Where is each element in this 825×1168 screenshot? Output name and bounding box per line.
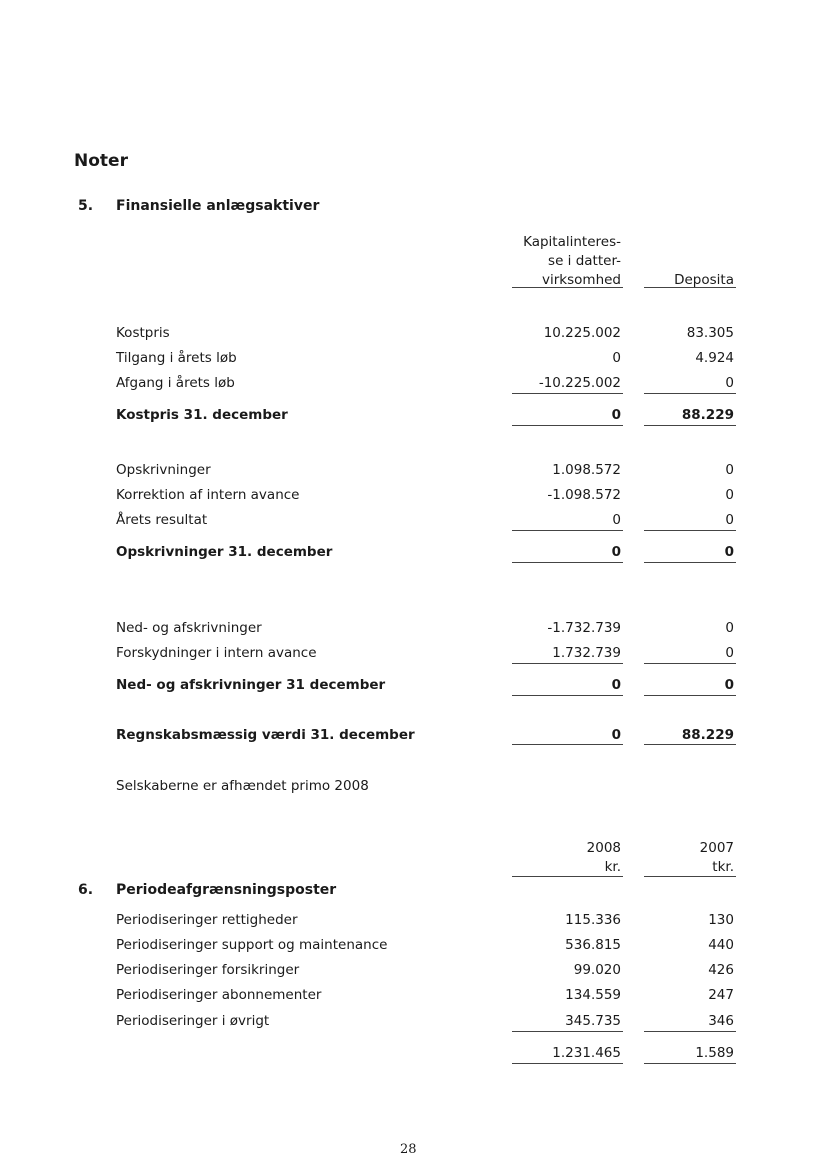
note6-title: Periodeafgrænsningsposter: [116, 882, 337, 898]
row-value-col1: 115.336: [565, 912, 621, 928]
row-label: Periodiseringer forsikringer: [116, 962, 300, 978]
total-value-col1: 1.231.465: [552, 1045, 621, 1061]
row-value-col1: 0: [611, 544, 621, 560]
col1-header-line: virksomhed: [542, 272, 621, 288]
row-value-col2: 346: [708, 1013, 734, 1029]
subtotal-rule: [644, 393, 736, 394]
row-label: Periodiseringer rettigheder: [116, 912, 298, 928]
row-label-total: Opskrivninger 31. december: [116, 544, 333, 560]
row-value-col2: 4.924: [695, 350, 734, 366]
note5-footnote: Selskaberne er afhændet primo 2008: [116, 778, 369, 794]
row-value-col1: 0: [611, 727, 621, 743]
row-label: Tilgang i årets løb: [116, 350, 237, 366]
note5-col2-header: Deposita: [674, 272, 734, 288]
total-rule: [512, 425, 623, 426]
subtotal-rule: [512, 1031, 623, 1032]
row-value-col1: 134.559: [565, 987, 621, 1003]
page-title: Noter: [74, 151, 128, 171]
col2-header-line: 2007: [699, 840, 734, 856]
row-value-col1: 10.225.002: [543, 325, 621, 341]
subtotal-rule: [644, 530, 736, 531]
row-value-col2: 0: [725, 512, 734, 528]
row-value-col1: 1.098.572: [552, 462, 621, 478]
row-label: Årets resultat: [116, 512, 208, 528]
subtotal-rule: [644, 1031, 736, 1032]
row-value-col1: 345.735: [565, 1013, 621, 1029]
row-value-col2: 88.229: [681, 407, 734, 423]
col1-header-line: 2008: [586, 840, 621, 856]
row-value-col1: -1.732.739: [547, 620, 621, 636]
row-value-col2: 0: [725, 462, 734, 478]
row-value-col2: 130: [708, 912, 734, 928]
total-rule: [512, 695, 623, 696]
row-label: Periodiseringer i øvrigt: [116, 1013, 270, 1029]
row-label: Ned- og afskrivninger: [116, 620, 262, 636]
row-label-total: Regnskabsmæssig værdi 31. december: [116, 727, 415, 743]
row-label: Korrektion af intern avance: [116, 487, 300, 503]
note6-col1-header: [500, 839, 621, 877]
total-rule: [644, 695, 736, 696]
row-value-col1: 99.020: [573, 962, 621, 978]
total-rule: [644, 562, 736, 563]
row-value-col1: 0: [611, 677, 621, 693]
row-value-col1: -10.225.002: [538, 375, 621, 391]
row-label: Afgang i årets løb: [116, 375, 235, 391]
subtotal-rule: [512, 663, 623, 664]
row-value-col1: -1.098.572: [547, 487, 621, 503]
note6-number: 6.: [78, 882, 94, 898]
note5-col1-header: [500, 233, 621, 290]
row-label: Forskydninger i intern avance: [116, 645, 317, 661]
row-label-total: Ned- og afskrivninger 31 december: [116, 677, 386, 693]
total-rule: [512, 562, 623, 563]
col1-header-line: kr.: [604, 859, 621, 875]
row-value-col2: 426: [708, 962, 734, 978]
row-value-col2: 0: [725, 487, 734, 503]
note5-title: Finansielle anlægsaktiver: [116, 198, 320, 214]
page-number: 28: [400, 1142, 417, 1157]
row-value-col1: 1.732.739: [552, 645, 621, 661]
total-value-col2: 1.589: [695, 1045, 734, 1061]
col1-header-line: Kapitalinteres-: [523, 234, 621, 250]
header-rule: [644, 876, 736, 877]
row-label: Periodiseringer support og maintenance: [116, 937, 388, 953]
row-value-col1: 0: [612, 512, 621, 528]
row-label: Periodiseringer abonnementer: [116, 987, 322, 1003]
row-value-col2: 88.229: [681, 727, 734, 743]
note5-number: 5.: [78, 198, 94, 214]
header-rule: [644, 287, 736, 288]
total-rule: [644, 425, 736, 426]
total-rule: [644, 744, 736, 745]
row-label-total: Kostpris 31. december: [116, 407, 288, 423]
row-value-col1: 536.815: [565, 937, 621, 953]
row-value-col2: 0: [725, 620, 734, 636]
row-value-col2: 0: [725, 645, 734, 661]
subtotal-rule: [644, 663, 736, 664]
header-rule: [512, 287, 623, 288]
col1-header-line: se i datter-: [548, 253, 621, 269]
total-rule: [644, 1063, 736, 1064]
row-label: Kostpris: [116, 325, 170, 341]
header-rule: [512, 876, 623, 877]
row-label: Opskrivninger: [116, 462, 211, 478]
row-value-col1: 0: [611, 407, 621, 423]
row-value-col1: 0: [612, 350, 621, 366]
col2-header-line: tkr.: [712, 859, 734, 875]
subtotal-rule: [512, 530, 623, 531]
total-rule: [512, 1063, 623, 1064]
total-rule: [512, 744, 623, 745]
row-value-col2: 83.305: [686, 325, 734, 341]
row-value-col2: 247: [708, 987, 734, 1003]
row-value-col2: 0: [724, 677, 734, 693]
row-value-col2: 440: [708, 937, 734, 953]
note6-col2-header: [640, 839, 734, 877]
row-value-col2: 0: [724, 544, 734, 560]
row-value-col2: 0: [725, 375, 734, 391]
subtotal-rule: [512, 393, 623, 394]
